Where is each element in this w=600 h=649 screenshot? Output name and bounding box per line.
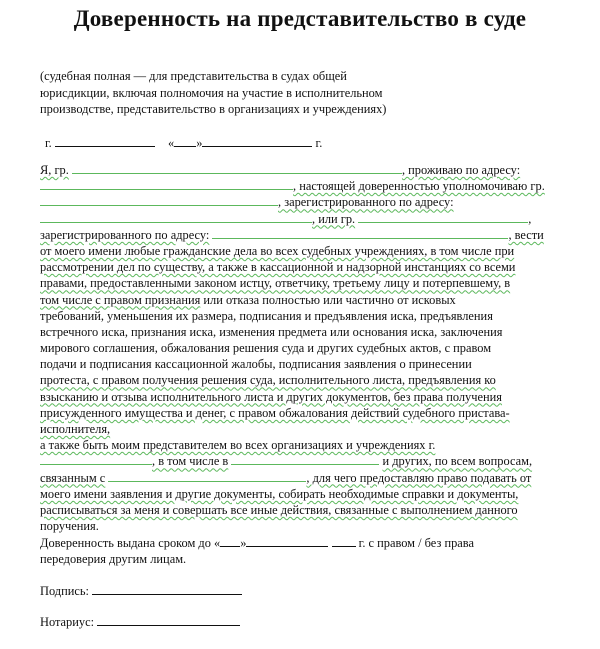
validity-line-2: передоверия другим лицам. (40, 552, 187, 566)
body-line: , настоящей доверенностью уполномочиваю гр. (40, 178, 590, 194)
note-line: производстве, представительство в организациях и учреждениях) (40, 102, 387, 116)
signature-line (40, 583, 242, 600)
body-line: присужденного имущества и денег, с правом обжалования действий судебного пристава- (40, 405, 510, 420)
month-blank (202, 135, 312, 147)
fill-blank (40, 453, 152, 465)
notary-label: Нотариус: (40, 615, 95, 629)
body-line: Я, гр. , проживаю по адресу: (40, 163, 521, 177)
document-note (40, 68, 580, 118)
body-line: поручения. (40, 519, 99, 534)
day-blank (174, 135, 196, 147)
fill-blank (40, 178, 293, 190)
body-line: требований, уменьшения их размера, подписания и предъявления иска, предъявления (40, 308, 493, 323)
date-line (45, 135, 322, 151)
fill-blank (220, 535, 240, 547)
body-line: моего имени заявления и другие документы, собирать необходимые справки и документы, (40, 486, 519, 501)
body-line: правами, предоставленными законом истцу, ответчику, третьему лицу и потерпевшему, в (40, 276, 511, 291)
body-line: , зарегистрированного по адресу: (40, 194, 590, 210)
note-line: (судебная полная — для представительства в судах общей (40, 69, 347, 83)
body-line: от моего имени любые гражданские дела во всех судебных учреждениях, в том числе при (40, 243, 515, 258)
fill-blank (246, 535, 328, 547)
note-line: юрисдикции, включая полномочия на участие в исполнительном (40, 85, 383, 100)
body-line: протеста, с правом получения решения суда, исполнительного листа, предъявления ко (40, 373, 496, 388)
year-suffix: г. (315, 136, 323, 150)
fill-blank (212, 227, 508, 239)
fill-blank (358, 211, 528, 223)
city-blank (55, 135, 155, 147)
document-body (40, 162, 590, 534)
signature-blank (92, 583, 242, 595)
fill-blank (40, 211, 312, 223)
body-line: взысканию и отзыва исполнительного листа и других документов, без права получения (40, 389, 502, 404)
quote-open: « (168, 136, 175, 150)
body-line: рассмотрении дел по существу, а также в кассационной и надзорной инстанциях со всеми (40, 260, 516, 275)
body-line: мирового соглашения, обжалования решения суда и других судебных актов, с правом (40, 341, 492, 356)
quote-close: » (196, 136, 203, 150)
validity-line: Доверенность выдана сроком до « » г. с правом / без права (40, 536, 474, 550)
body-line: том числе с правом признания или отказа полностью или частично от исковых (40, 292, 456, 307)
body-line: связанным с , для чего предоставляю право подавать от (40, 470, 532, 485)
notary-line (40, 614, 240, 631)
fill-blank (72, 162, 402, 174)
fill-blank (108, 470, 306, 482)
document-title: Доверенность на представительство в суде (73, 6, 527, 31)
body-line: исполнителя, (40, 422, 111, 436)
body-line: , в том числе в и других, по всем вопросам, (40, 453, 590, 469)
city-prefix: г. (45, 136, 52, 150)
fill-blank (40, 194, 278, 206)
body-line: подачи и подписания кассационной жалобы, подписания заявления о принесении (40, 357, 472, 372)
fill-blank (231, 453, 379, 465)
notary-blank (97, 614, 240, 626)
signature-label: Подпись: (40, 584, 89, 598)
body-line: зарегистрированного по адресу: , вести (40, 227, 544, 242)
body-line: расписываться за меня и совершать все иные действия, связанные с выполнением данного (40, 502, 518, 517)
body-line: , или гр. , (40, 211, 590, 227)
body-line: а также быть моим представителем во всех организациях и учреждениях г. (40, 438, 436, 453)
body-line: встречного иска, признания иска, изменения предмета или основания иска, заключения (40, 324, 503, 339)
fill-blank (332, 535, 356, 547)
